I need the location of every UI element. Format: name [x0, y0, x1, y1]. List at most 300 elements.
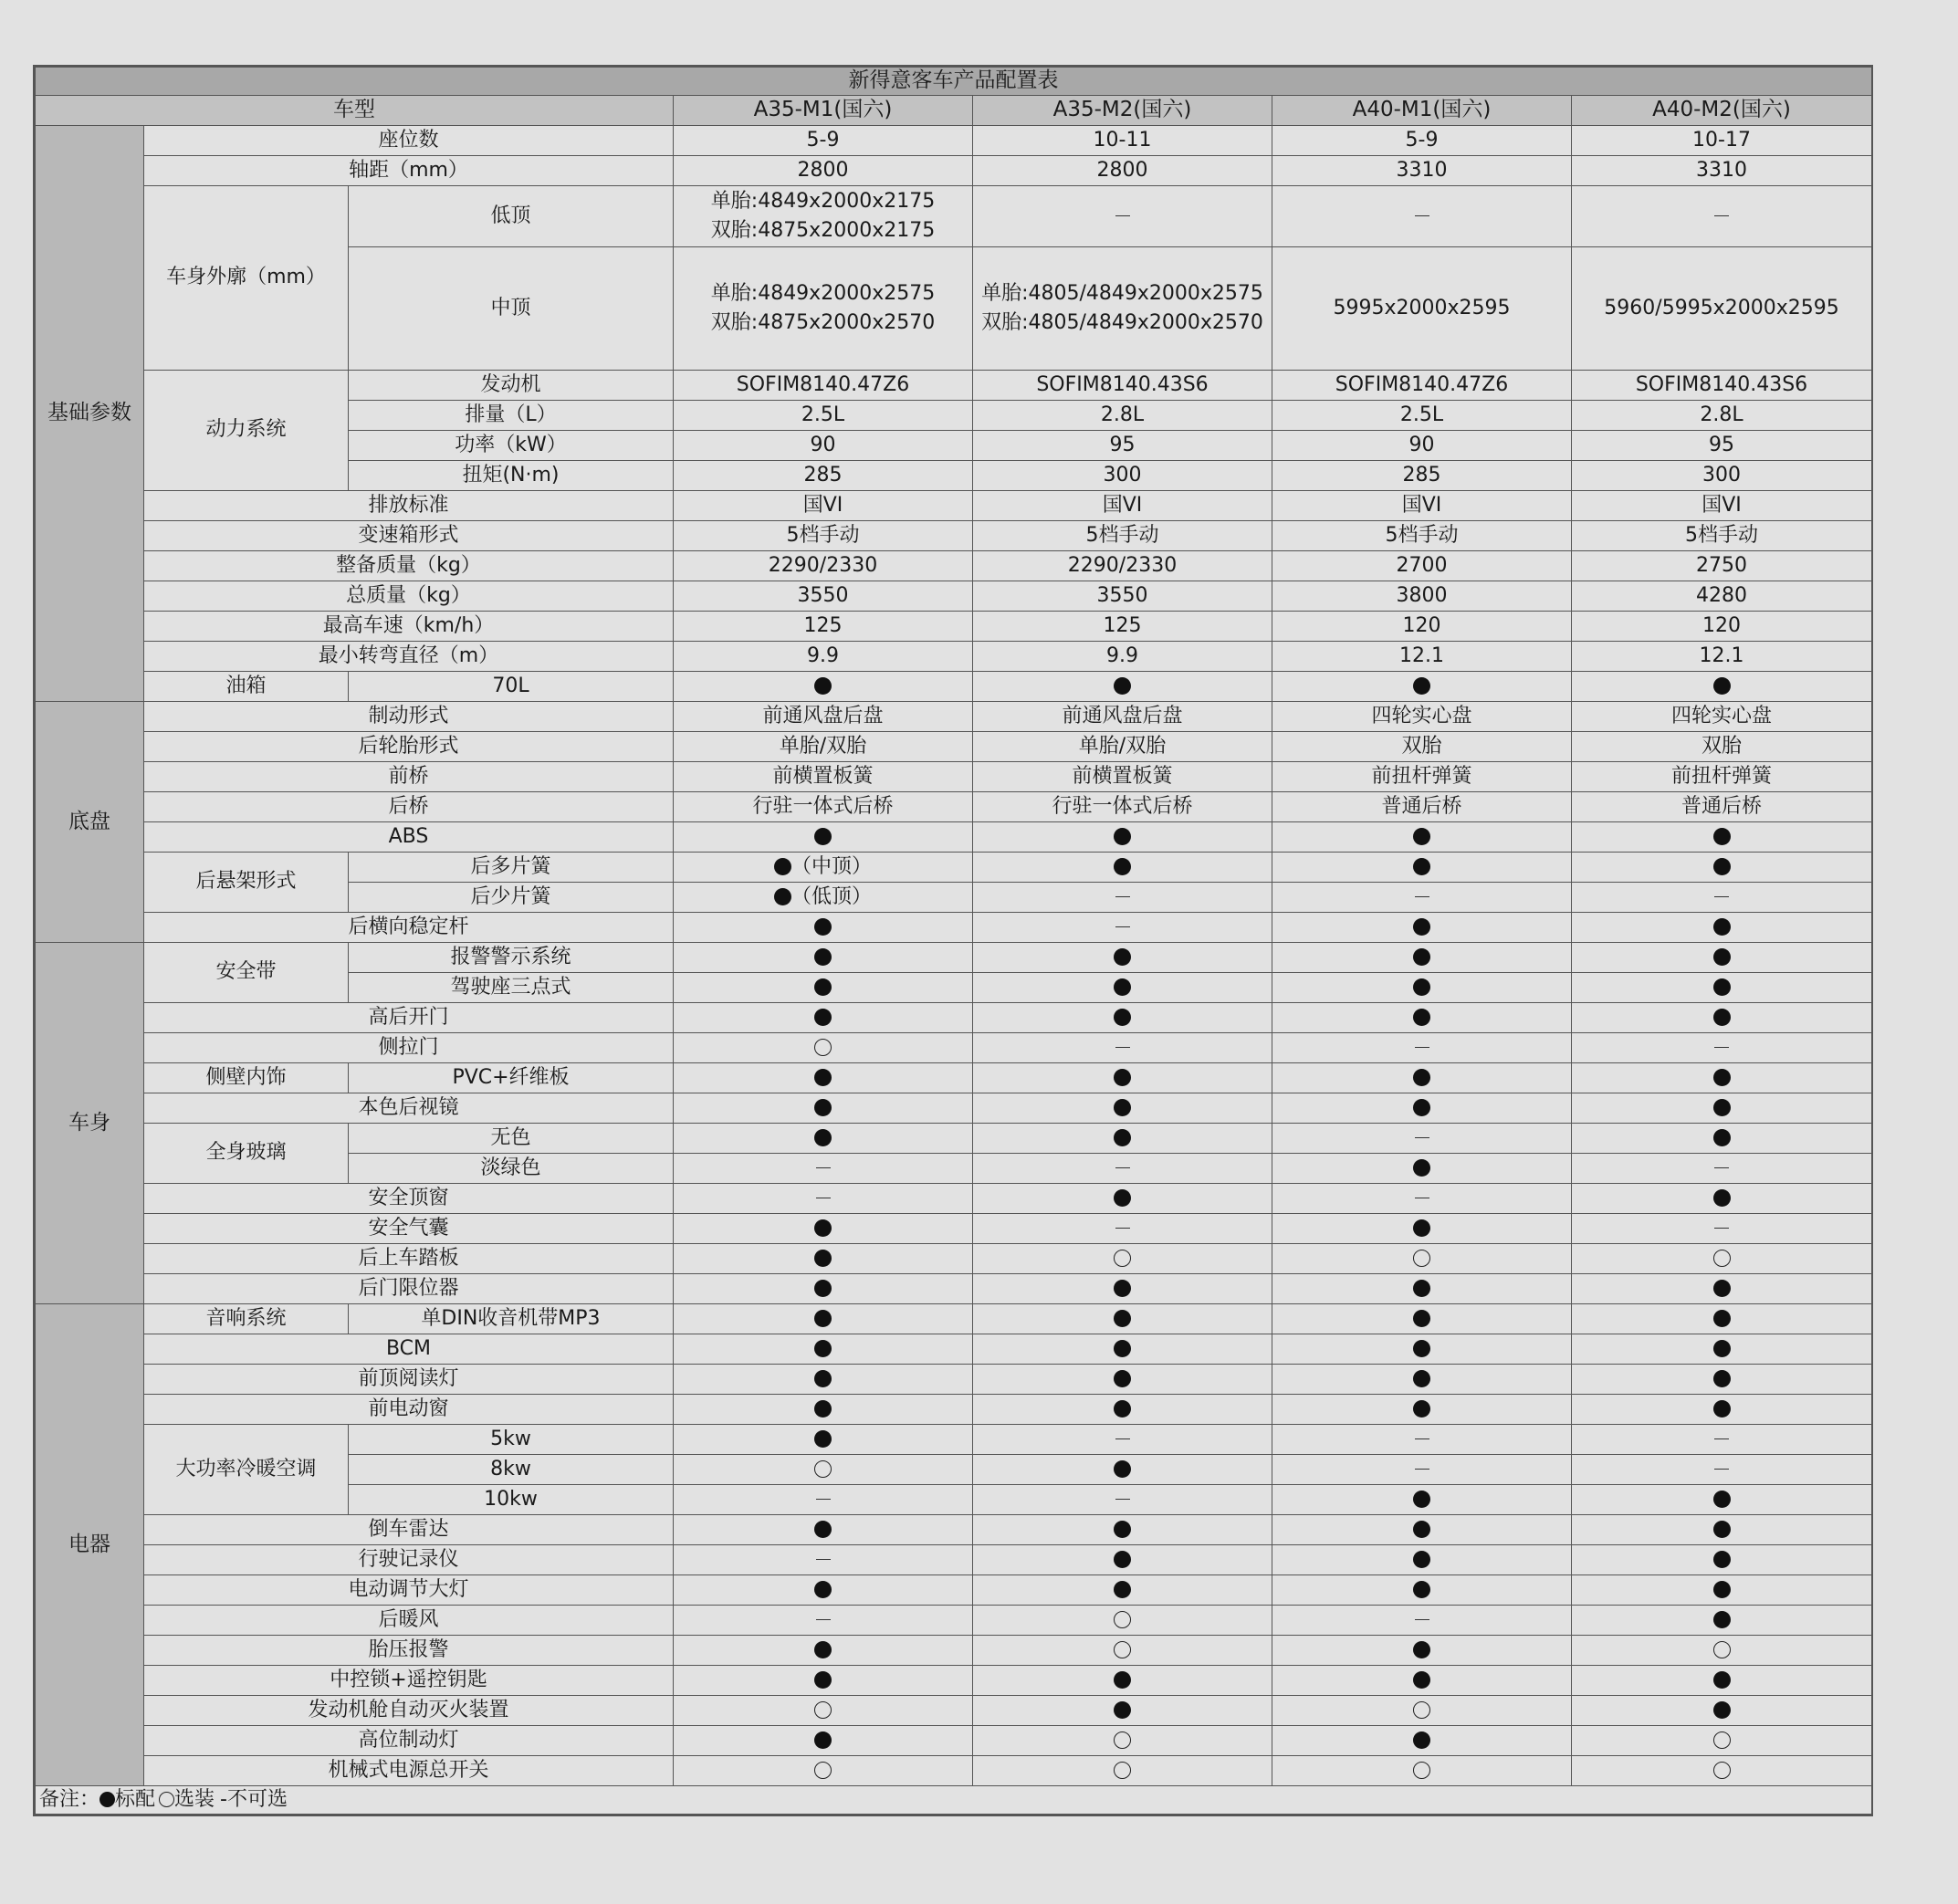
- value-cell: [674, 943, 973, 973]
- value-cell: 行驻一体式后桥: [973, 792, 1272, 822]
- standard-dot-icon: [1713, 1611, 1731, 1628]
- optional-circle-icon: [1713, 1731, 1731, 1749]
- value-cell: [1272, 1244, 1572, 1274]
- table-row: [36, 792, 1872, 822]
- legend-standard: 标配: [115, 1787, 156, 1811]
- value-cell: [1572, 853, 1872, 883]
- value-cell: 2.8L: [973, 401, 1272, 431]
- row-label: 单DIN收音机带MP3: [349, 1304, 674, 1334]
- table-row: [36, 1334, 1872, 1365]
- table-row: [36, 1545, 1872, 1575]
- standard-dot-icon: [1413, 1551, 1430, 1568]
- row-label: 排量（L）: [349, 401, 674, 431]
- category-cell: 基础参数: [36, 126, 144, 702]
- value-cell: 5995x2000x2595: [1272, 247, 1572, 371]
- value-cell: [973, 1575, 1272, 1606]
- standard-dot-icon: [814, 948, 832, 966]
- table-row: [36, 732, 1872, 762]
- value-cell: [973, 1184, 1272, 1214]
- value-cell: [1272, 1124, 1572, 1154]
- table-row: [36, 1425, 1872, 1455]
- standard-dot-icon: [1713, 677, 1731, 695]
- value-cell: [973, 1154, 1272, 1184]
- table-row: [36, 371, 1872, 401]
- table-row: [36, 943, 1872, 973]
- value-cell: 双胎: [1272, 732, 1572, 762]
- value-cell: [973, 1244, 1272, 1274]
- group-label: 车身外廓（mm）: [144, 186, 349, 371]
- value-cell: [973, 1395, 1272, 1425]
- category-cell: 底盘: [36, 702, 144, 943]
- optional-circle-icon: [1713, 1641, 1731, 1658]
- value-cell: 2.8L: [1572, 401, 1872, 431]
- table-row: [36, 491, 1872, 521]
- value-cell: [1272, 1334, 1572, 1365]
- value-cell: [1572, 1545, 1872, 1575]
- value-cell: 前扭杆弹簧: [1572, 762, 1872, 792]
- row-label: 安全气囊: [144, 1214, 674, 1244]
- value-cell: [1272, 1033, 1572, 1063]
- unavailable-dash-icon: [1714, 215, 1729, 216]
- group-label: 动力系统: [144, 371, 349, 491]
- table-row: [36, 1184, 1872, 1214]
- value-cell: [1572, 1244, 1872, 1274]
- value-cell: [1272, 1304, 1572, 1334]
- value-cell: [1272, 1395, 1572, 1425]
- table-title: 新得意客车产品配置表: [36, 68, 1872, 96]
- table-row: [36, 1365, 1872, 1395]
- row-label: 轴距（mm）: [144, 156, 674, 186]
- value-cell: [1572, 1003, 1872, 1033]
- value-cell: 2800: [973, 156, 1272, 186]
- value-cell: [674, 1093, 973, 1124]
- value-cell: [1572, 1606, 1872, 1636]
- standard-dot-icon: [1713, 1340, 1731, 1357]
- standard-dot-icon: [814, 1641, 832, 1658]
- standard-dot-icon: [1114, 1581, 1131, 1598]
- standard-dot-icon: [1713, 948, 1731, 966]
- optional-circle-icon: [1114, 1762, 1131, 1779]
- standard-dot-icon: [1114, 1310, 1131, 1327]
- value-cell: 95: [973, 431, 1272, 461]
- standard-dot-icon: [814, 1099, 832, 1116]
- table-row: [36, 1244, 1872, 1274]
- cell-line: 单胎:4849x2000x2175: [710, 190, 936, 214]
- standard-dot-icon: [1114, 1069, 1131, 1086]
- value-cell: [1572, 1304, 1872, 1334]
- unavailable-dash-icon: [1415, 896, 1429, 897]
- value-cell: 12.1: [1272, 642, 1572, 672]
- row-label: 后门限位器: [144, 1274, 674, 1304]
- standard-dot-icon: [1114, 948, 1131, 966]
- standard-dot-icon: [814, 1250, 832, 1267]
- standard-dot-icon: [1114, 1460, 1131, 1478]
- legend-optional: 选装: [174, 1787, 215, 1811]
- row-label: 最小转弯直径（m）: [144, 642, 674, 672]
- optional-circle-icon: [814, 1039, 832, 1056]
- legend-note: [36, 1786, 1872, 1815]
- value-cell: [674, 1756, 973, 1786]
- value-cell: [1272, 1515, 1572, 1545]
- unavailable-dash-icon: [1115, 896, 1130, 897]
- value-cell: [973, 1003, 1272, 1033]
- optional-circle-icon: [1114, 1611, 1131, 1628]
- optional-circle-icon: [814, 1762, 832, 1779]
- unavailable-dash-icon: [1115, 1047, 1130, 1048]
- standard-dot-icon: [814, 1340, 832, 1357]
- standard-dot-icon: [1713, 1310, 1731, 1327]
- value-cell: [674, 1485, 973, 1515]
- standard-dot-icon: [1713, 1521, 1731, 1538]
- standard-dot-icon: [814, 1310, 832, 1327]
- value-cell: [973, 1455, 1272, 1485]
- value-cell: 2700: [1272, 551, 1572, 581]
- row-label: 前顶阅读灯: [144, 1365, 674, 1395]
- row-label: 发动机: [349, 371, 674, 401]
- value-cell: SOFIM8140.43S6: [973, 371, 1272, 401]
- value-cell: [1272, 1455, 1572, 1485]
- unavailable-dash-icon: [1115, 1499, 1130, 1500]
- row-label: 低顶: [349, 186, 674, 247]
- standard-dot-icon: [1114, 1129, 1131, 1146]
- standard-dot-icon: [1413, 918, 1430, 936]
- optional-circle-icon: [1713, 1762, 1731, 1779]
- row-label: 后桥: [144, 792, 674, 822]
- table-row: [36, 1636, 1872, 1666]
- row-label: 报警警示系统: [349, 943, 674, 973]
- value-cell: [674, 1063, 973, 1093]
- value-cell: 90: [674, 431, 973, 461]
- value-cell: [1572, 1425, 1872, 1455]
- value-cell: [973, 1696, 1272, 1726]
- unavailable-dash-icon: [816, 1167, 831, 1168]
- table-row: [36, 853, 1872, 883]
- value-cell: 普通后桥: [1272, 792, 1572, 822]
- optional-circle-icon: [1114, 1641, 1131, 1658]
- row-label: 排放标准: [144, 491, 674, 521]
- row-label: 总质量（kg）: [144, 581, 674, 612]
- value-cell: [674, 1124, 973, 1154]
- value-cell: [1572, 1395, 1872, 1425]
- value-cell: 125: [973, 612, 1272, 642]
- standard-dot-icon: [1413, 1310, 1430, 1327]
- value-cell: [1572, 1033, 1872, 1063]
- standard-dot-icon: [1413, 948, 1430, 966]
- value-cell: [1572, 672, 1872, 702]
- category-cell: 电器: [36, 1304, 144, 1786]
- value-cell: [674, 1455, 973, 1485]
- group-label: 全身玻璃: [144, 1124, 349, 1184]
- value-cell: [1272, 1606, 1572, 1636]
- value-cell: [973, 1515, 1272, 1545]
- row-label: 高位制动灯: [144, 1726, 674, 1756]
- standard-dot-icon: [1413, 1009, 1430, 1026]
- value-cell: 5档手动: [1272, 521, 1572, 551]
- table-row: [36, 186, 1872, 247]
- cell-line: 单胎:4849x2000x2575: [710, 282, 936, 306]
- value-cell: 4280: [1572, 581, 1872, 612]
- value-cell: [1272, 1274, 1572, 1304]
- value-cell: [674, 913, 973, 943]
- value-cell: [973, 1304, 1272, 1334]
- standard-dot-icon: [1713, 1491, 1731, 1508]
- value-cell: [973, 1666, 1272, 1696]
- value-cell: 9.9: [674, 642, 973, 672]
- value-cell: [1572, 943, 1872, 973]
- standard-dot-icon: [1413, 978, 1430, 996]
- unavailable-dash-icon: [816, 1619, 831, 1620]
- unavailable-dash-icon: [1714, 1167, 1729, 1168]
- standard-dot-icon: [1114, 1189, 1131, 1207]
- value-cell: 300: [973, 461, 1272, 491]
- value-cell: [973, 883, 1272, 913]
- value-cell: [674, 1545, 973, 1575]
- value-cell: 3550: [674, 581, 973, 612]
- value-cell: 10-17: [1572, 126, 1872, 156]
- standard-dot-icon: [814, 1400, 832, 1418]
- value-cell: [674, 1365, 973, 1395]
- standard-dot-icon: [1114, 1400, 1131, 1418]
- unavailable-dash-icon: [1415, 1438, 1429, 1439]
- value-cell: [1272, 1636, 1572, 1666]
- unavailable-dash-icon: [1714, 1047, 1729, 1048]
- value-cell: 285: [1272, 461, 1572, 491]
- table-row: [36, 1756, 1872, 1786]
- value-cell: [1572, 1515, 1872, 1545]
- table-row: [36, 1033, 1872, 1063]
- value-cell: [1572, 913, 1872, 943]
- standard-dot-icon: [1713, 1701, 1731, 1719]
- value-cell: [1572, 1214, 1872, 1244]
- unavailable-dash-icon: [1714, 1469, 1729, 1470]
- unavailable-dash-icon: [1115, 926, 1130, 927]
- value-cell: 前横置板簧: [674, 762, 973, 792]
- value-cell: [1272, 672, 1572, 702]
- row-label: 驾驶座三点式: [349, 973, 674, 1003]
- value-cell: 120: [1272, 612, 1572, 642]
- value-cell: 3310: [1272, 156, 1572, 186]
- row-label: 后多片簧: [349, 853, 674, 883]
- value-cell: [1272, 913, 1572, 943]
- value-cell: SOFIM8140.43S6: [1572, 371, 1872, 401]
- standard-dot-icon: [1713, 1400, 1731, 1418]
- value-cell: [1572, 1124, 1872, 1154]
- table-row: [36, 1003, 1872, 1033]
- value-cell: 120: [1572, 612, 1872, 642]
- value-cell: [1272, 1365, 1572, 1395]
- value-cell: SOFIM8140.47Z6: [674, 371, 973, 401]
- standard-dot-icon: [814, 1009, 832, 1026]
- value-cell: 90: [1272, 431, 1572, 461]
- model-header-1: A35-M1(国六): [674, 96, 973, 126]
- row-label: 后少片簧: [349, 883, 674, 913]
- value-cell: [674, 672, 973, 702]
- optional-circle-icon: [1413, 1762, 1430, 1779]
- standard-dot-icon: [774, 858, 791, 875]
- value-cell: 95: [1572, 431, 1872, 461]
- value-cell: [1272, 1093, 1572, 1124]
- value-cell: [1572, 1726, 1872, 1756]
- table-row: [36, 1304, 1872, 1334]
- value-cell: [1572, 1274, 1872, 1304]
- standard-dot-icon: [1413, 1491, 1430, 1508]
- value-cell: 国VI: [973, 491, 1272, 521]
- optional-circle-icon: [814, 1701, 832, 1719]
- cell-line: 单胎:4805/4849x2000x2575: [981, 282, 1263, 306]
- value-cell: [1572, 1666, 1872, 1696]
- standard-dot-icon: [1713, 978, 1731, 996]
- table-row: [36, 1575, 1872, 1606]
- value-cell: [674, 1515, 973, 1545]
- optional-circle-icon: [159, 1792, 174, 1807]
- standard-dot-icon: [1413, 1069, 1430, 1086]
- value-cell: 5-9: [674, 126, 973, 156]
- standard-dot-icon: [1114, 1551, 1131, 1568]
- standard-dot-icon: [1413, 1671, 1430, 1689]
- standard-dot-icon: [1713, 1671, 1731, 1689]
- legend-prefix: 备注：: [39, 1787, 100, 1811]
- value-cell: [1572, 1485, 1872, 1515]
- value-cell: 单胎/双胎: [674, 732, 973, 762]
- value-cell: [1272, 1696, 1572, 1726]
- standard-dot-icon: [1713, 1280, 1731, 1297]
- value-cell: [973, 1093, 1272, 1124]
- value-cell: 285: [674, 461, 973, 491]
- value-cell: 前横置板簧: [973, 762, 1272, 792]
- value-cell: [1572, 1455, 1872, 1485]
- row-label: 行驶记录仪: [144, 1545, 674, 1575]
- value-cell: 9.9: [973, 642, 1272, 672]
- optional-circle-icon: [1713, 1250, 1731, 1267]
- value-cell: [674, 1395, 973, 1425]
- standard-dot-icon: [1114, 1099, 1131, 1116]
- value-cell: 四轮实心盘: [1272, 702, 1572, 732]
- standard-dot-icon: [1713, 1581, 1731, 1598]
- table-row: [36, 762, 1872, 792]
- value-cell: [1272, 1575, 1572, 1606]
- value-cell: [674, 1636, 973, 1666]
- value-cell: 2.5L: [674, 401, 973, 431]
- row-label: 10kw: [349, 1485, 674, 1515]
- value-cell: [1272, 883, 1572, 913]
- row-label: 前桥: [144, 762, 674, 792]
- value-cell: [674, 1033, 973, 1063]
- group-label: 油箱: [144, 672, 349, 702]
- value-cell: 3550: [973, 581, 1272, 612]
- unavailable-dash-icon: [1115, 1228, 1130, 1229]
- value-cell: [674, 186, 973, 247]
- value-cell: 前通风盘后盘: [674, 702, 973, 732]
- value-cell: [1572, 1093, 1872, 1124]
- unavailable-dash-icon: [1714, 1228, 1729, 1229]
- value-cell: [1272, 1666, 1572, 1696]
- value-cell: [674, 1666, 973, 1696]
- value-cell: [674, 883, 973, 913]
- table-row: [36, 913, 1872, 943]
- unavailable-dash-icon: [1714, 1438, 1729, 1439]
- value-cell: 3310: [1572, 156, 1872, 186]
- standard-dot-icon: [814, 1521, 832, 1538]
- unavailable-dash-icon: [1415, 1619, 1429, 1620]
- standard-dot-icon: [1413, 858, 1430, 875]
- value-cell: [674, 1334, 973, 1365]
- value-cell: 2290/2330: [973, 551, 1272, 581]
- standard-dot-icon: [1413, 1731, 1430, 1749]
- value-cell: [674, 1214, 973, 1244]
- value-cell: [973, 1365, 1272, 1395]
- value-cell: 双胎: [1572, 732, 1872, 762]
- value-cell: 前扭杆弹簧: [1272, 762, 1572, 792]
- model-header-3: A40-M1(国六): [1272, 96, 1572, 126]
- row-label: 制动形式: [144, 702, 674, 732]
- value-cell: [973, 1425, 1272, 1455]
- standard-dot-icon: [1713, 1551, 1731, 1568]
- value-cell: [674, 1184, 973, 1214]
- value-cell: 12.1: [1572, 642, 1872, 672]
- value-cell: [1272, 853, 1572, 883]
- table-row: [36, 1666, 1872, 1696]
- value-cell: [1572, 822, 1872, 853]
- standard-dot-icon: [814, 1581, 832, 1598]
- value-cell: [1572, 186, 1872, 247]
- table-row: [36, 1063, 1872, 1093]
- standard-dot-icon: [1413, 1581, 1430, 1598]
- value-cell: [674, 853, 973, 883]
- value-cell: [674, 973, 973, 1003]
- value-cell: 2800: [674, 156, 973, 186]
- optional-circle-icon: [814, 1460, 832, 1478]
- value-cell: [1572, 1756, 1872, 1786]
- unavailable-dash-icon: [1115, 1438, 1130, 1439]
- cell-qualifier: （低顶）: [791, 884, 872, 908]
- optional-circle-icon: [1413, 1701, 1430, 1719]
- unavailable-dash-icon: [1415, 215, 1429, 216]
- standard-dot-icon: [1114, 1280, 1131, 1297]
- value-cell: [674, 1244, 973, 1274]
- value-cell: 300: [1572, 461, 1872, 491]
- standard-dot-icon: [1413, 1370, 1430, 1387]
- value-cell: [1272, 1063, 1572, 1093]
- row-label: 中顶: [349, 247, 674, 371]
- row-label: 安全顶窗: [144, 1184, 674, 1214]
- value-cell: 5档手动: [973, 521, 1272, 551]
- value-cell: [973, 1756, 1272, 1786]
- table-row: [36, 1696, 1872, 1726]
- row-label: 倒车雷达: [144, 1515, 674, 1545]
- row-label: 前电动窗: [144, 1395, 674, 1425]
- value-cell: [973, 1545, 1272, 1575]
- value-cell: [1272, 1184, 1572, 1214]
- value-cell: [973, 943, 1272, 973]
- value-cell: [973, 1214, 1272, 1244]
- row-label: 中控锁+遥控钥匙: [144, 1666, 674, 1696]
- value-cell: 125: [674, 612, 973, 642]
- row-label: 8kw: [349, 1455, 674, 1485]
- value-cell: [674, 1425, 973, 1455]
- table-row: [36, 612, 1872, 642]
- value-cell: [674, 1696, 973, 1726]
- standard-dot-icon: [814, 1129, 832, 1146]
- standard-dot-icon: [1413, 1521, 1430, 1538]
- standard-dot-icon: [814, 1069, 832, 1086]
- value-cell: [973, 1606, 1272, 1636]
- value-cell: [1272, 822, 1572, 853]
- value-cell: [674, 822, 973, 853]
- value-cell: [1572, 1575, 1872, 1606]
- standard-dot-icon: [1713, 918, 1731, 936]
- standard-dot-icon: [1713, 858, 1731, 875]
- row-label: 胎压报警: [144, 1636, 674, 1666]
